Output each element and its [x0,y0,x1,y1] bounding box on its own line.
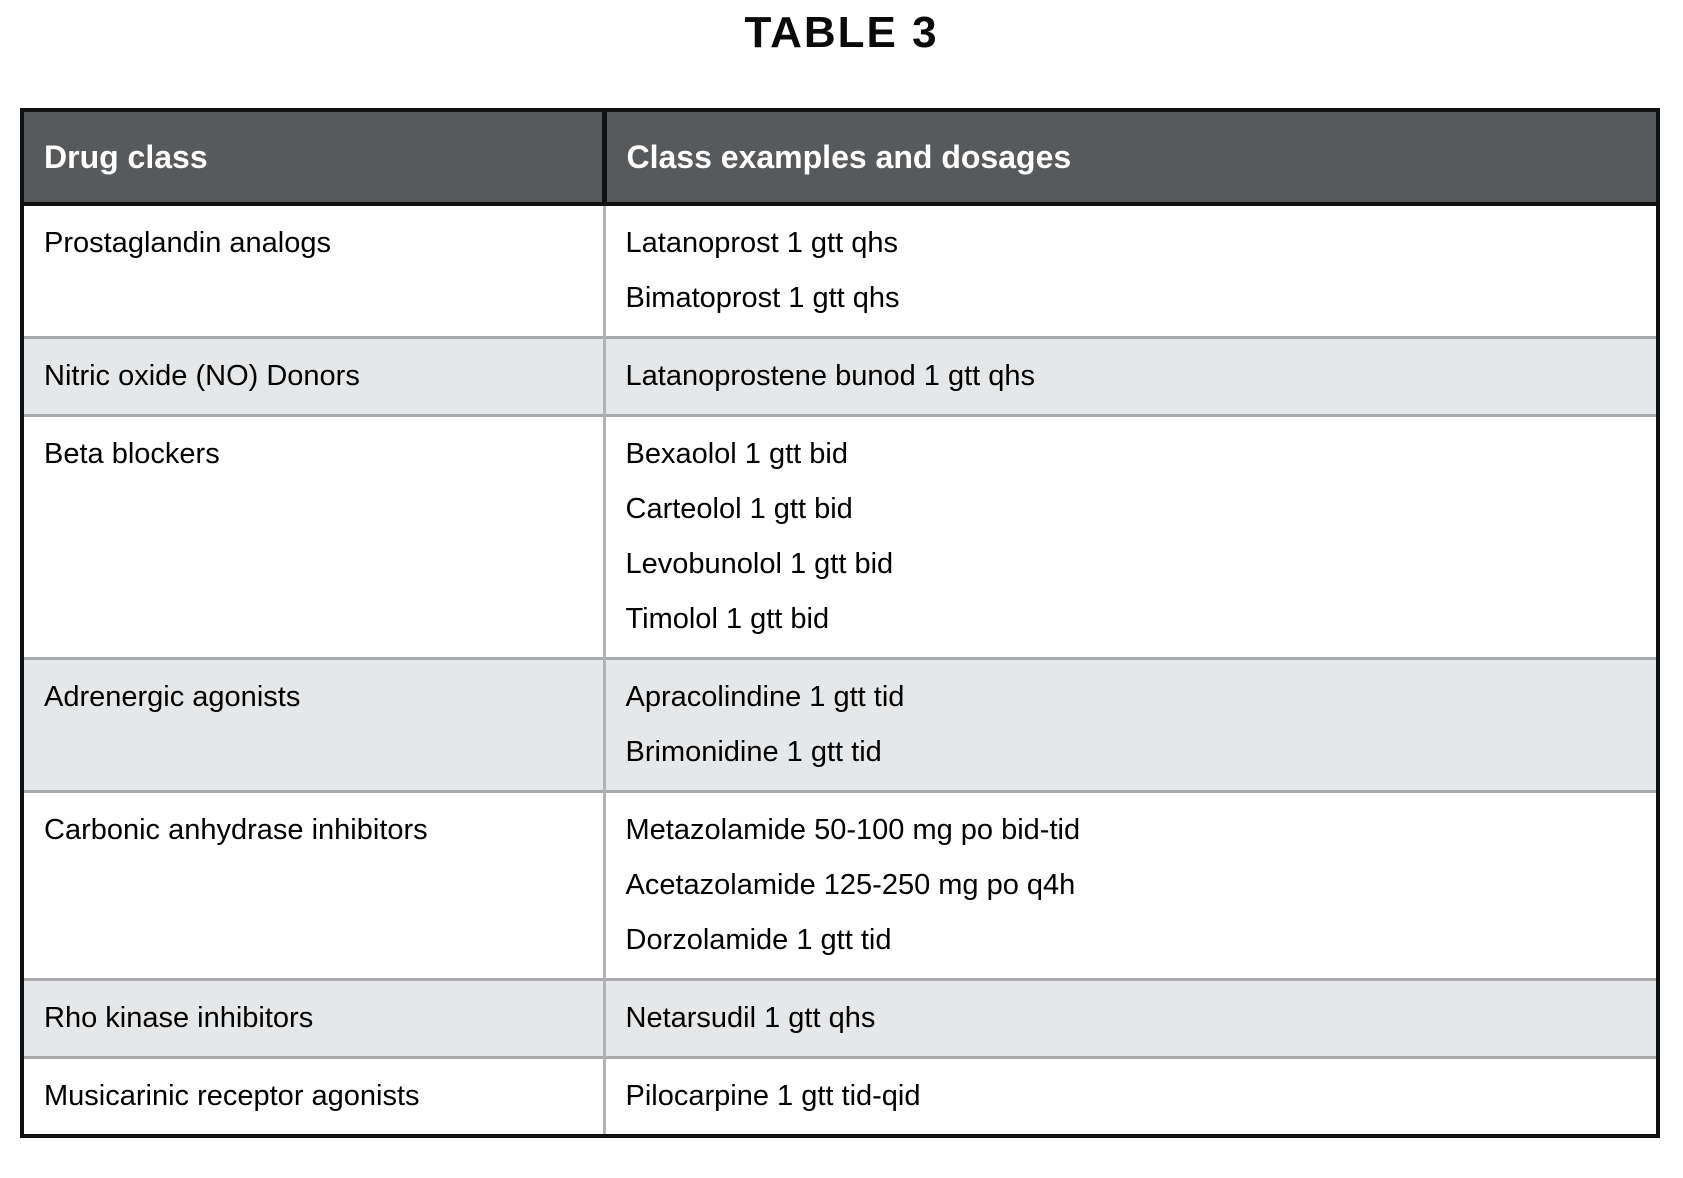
dosage-line: Carteolol 1 gtt bid [625,493,853,525]
examples-cell [604,792,1658,980]
examples-cell [604,204,1658,338]
dosage-line: Bexaolol 1 gtt bid [625,438,848,470]
column-header-examples: Class examples and dosages [604,110,1658,204]
drug-class-cell: Rho kinase inhibitors [22,980,604,1058]
examples-cell [604,338,1658,416]
drug-class-cell: Adrenergic agonists [22,659,604,792]
dosage-line: Latanoprost 1 gtt qhs [625,227,898,259]
dosage-line: Apracolindine 1 gtt tid [625,681,905,713]
table-title: TABLE 3 [744,8,939,57]
dosage-line: Netarsudil 1 gtt qhs [625,1002,876,1034]
examples-cell [604,416,1658,659]
column-header-drug-class: Drug class [22,110,604,204]
drug-class-cell: Prostaglandin analogs [22,204,604,338]
drug-class-cell: Carbonic anhydrase inhibitors [22,792,604,980]
dosage-line: Timolol 1 gtt bid [625,603,830,635]
dosage-line: Pilocarpine 1 gtt tid-qid [625,1080,921,1112]
dosage-line: Brimonidine 1 gtt tid [625,736,882,768]
table-body [22,204,1658,1136]
dosage-line: Levobunolol 1 gtt bid [625,548,894,580]
dosage-line: Acetazolamide 125-250 mg po q4h [625,869,1076,901]
examples-cell [604,980,1658,1058]
dosage-line: Dorzolamide 1 gtt tid [625,924,892,956]
table-row [22,980,1658,1058]
dosage-line: Bimatoprost 1 gtt qhs [625,282,900,314]
table-row [22,416,1658,659]
examples-cell [604,659,1658,792]
drug-class-cell: Nitric oxide (NO) Donors [22,338,604,416]
table-row [22,1058,1658,1137]
dosage-line: Metazolamide 50-100 mg po bid-tid [625,814,1081,846]
table-row [22,792,1658,980]
examples-cell [604,1058,1658,1137]
header-row [22,110,1658,204]
dosage-line: Latanoprostene bunod 1 gtt qhs [625,360,1036,392]
drug-classes-table [20,108,1660,1138]
table-row [22,204,1658,338]
table-row [22,338,1658,416]
drug-class-cell: Musicarinic receptor agonists [22,1058,604,1137]
drug-class-cell: Beta blockers [22,416,604,659]
table-row [22,659,1658,792]
